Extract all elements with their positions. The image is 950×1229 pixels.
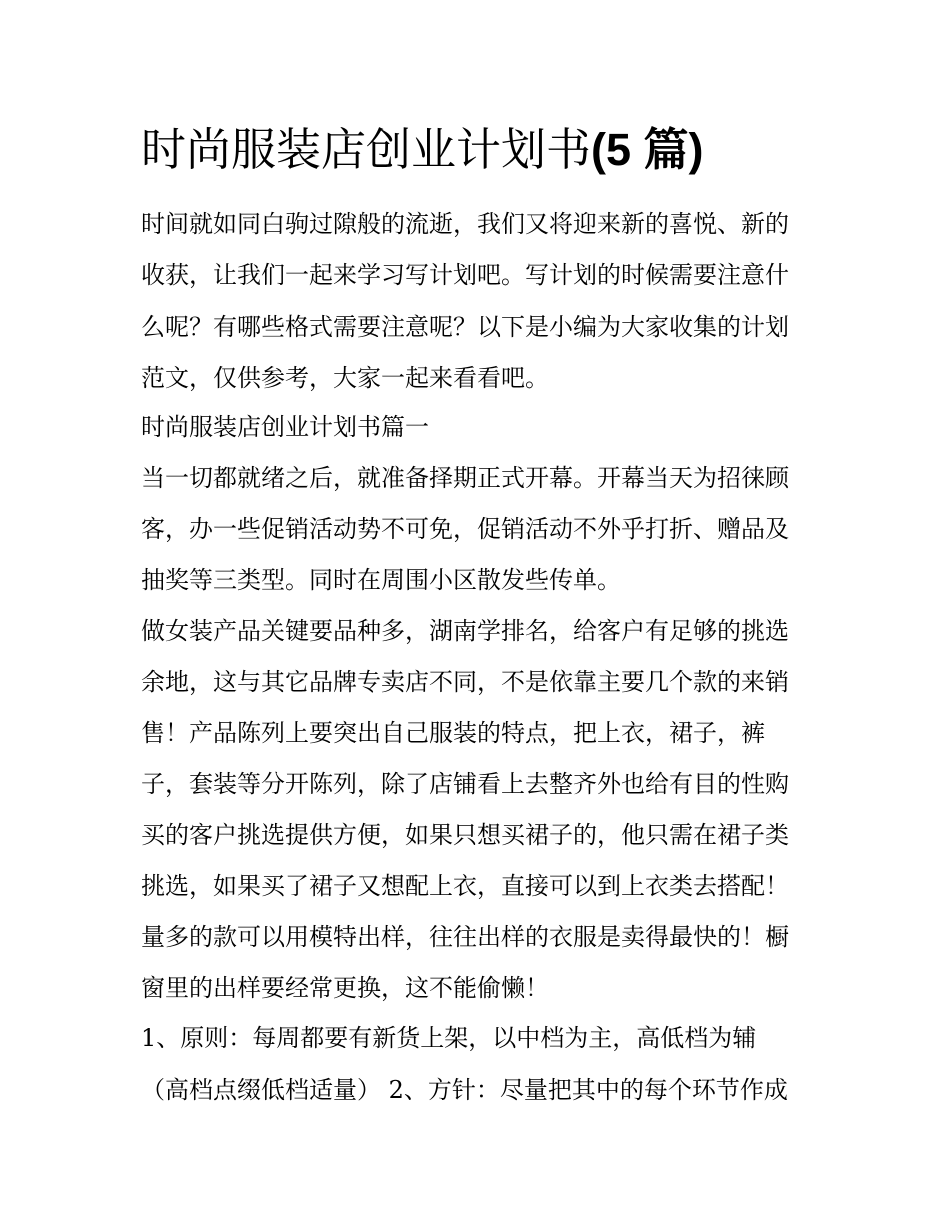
text-line: 窗里的出样要经常更换，这不能偷懒！ [141, 974, 549, 1002]
section-heading: 时尚服装店创业计划书篇一 [141, 413, 429, 441]
text-line: （高档点缀低档适量） 2、方针：尽量把其中的每个环节作成 [141, 1076, 788, 1104]
title-suffix: (5 篇) [591, 124, 704, 175]
document-title [141, 118, 704, 182]
text-line: 时间就如同白驹过隙般的流逝，我们又将迎来新的喜悦、新的 [141, 210, 789, 238]
text-line: 么呢？有哪些格式需要注意呢？以下是小编为大家收集的计划 [141, 313, 789, 341]
text-line: 范文，仅供参考，大家一起来看看吧。 [141, 364, 549, 392]
text-line: 客，办一些促销活动势不可免，促销活动不外乎打折、赠品及 [141, 515, 789, 543]
title-main: 时尚服装店创业计划书 [141, 123, 592, 176]
text-line: 抽奖等三类型。同时在周围小区散发些传单。 [141, 566, 621, 594]
text-line: 收获，让我们一起来学习写计划吧。写计划的时候需要注意什 [141, 261, 789, 289]
text-line: 售！产品陈列上要突出自己服装的特点，把上衣，裙子，裤 [141, 719, 765, 747]
text-line: 余地，这与其它品牌专卖店不同，不是依靠主要几个款的来销 [141, 668, 789, 696]
text-line: 挑选，如果买了裙子又想配上衣，直接可以到上衣类去搭配！ [141, 872, 789, 900]
text-line: 买的客户挑选提供方便，如果只想买裙子的，他只需在裙子类 [141, 821, 789, 849]
text-line: 子，套装等分开陈列，除了店铺看上去整齐外也给有目的性购 [141, 770, 789, 798]
text-line: 量多的款可以用模特出样，往往出样的衣服是卖得最快的！橱 [141, 923, 789, 951]
text-line: 做女装产品关键要品种多，湖南学排名，给客户有足够的挑选 [141, 617, 789, 645]
text-line: 当一切都就绪之后，就准备择期正式开幕。开幕当天为招徕顾 [141, 464, 789, 492]
text-line: 1、原则：每周都要有新货上架，以中档为主，高低档为辅 [141, 1024, 757, 1052]
